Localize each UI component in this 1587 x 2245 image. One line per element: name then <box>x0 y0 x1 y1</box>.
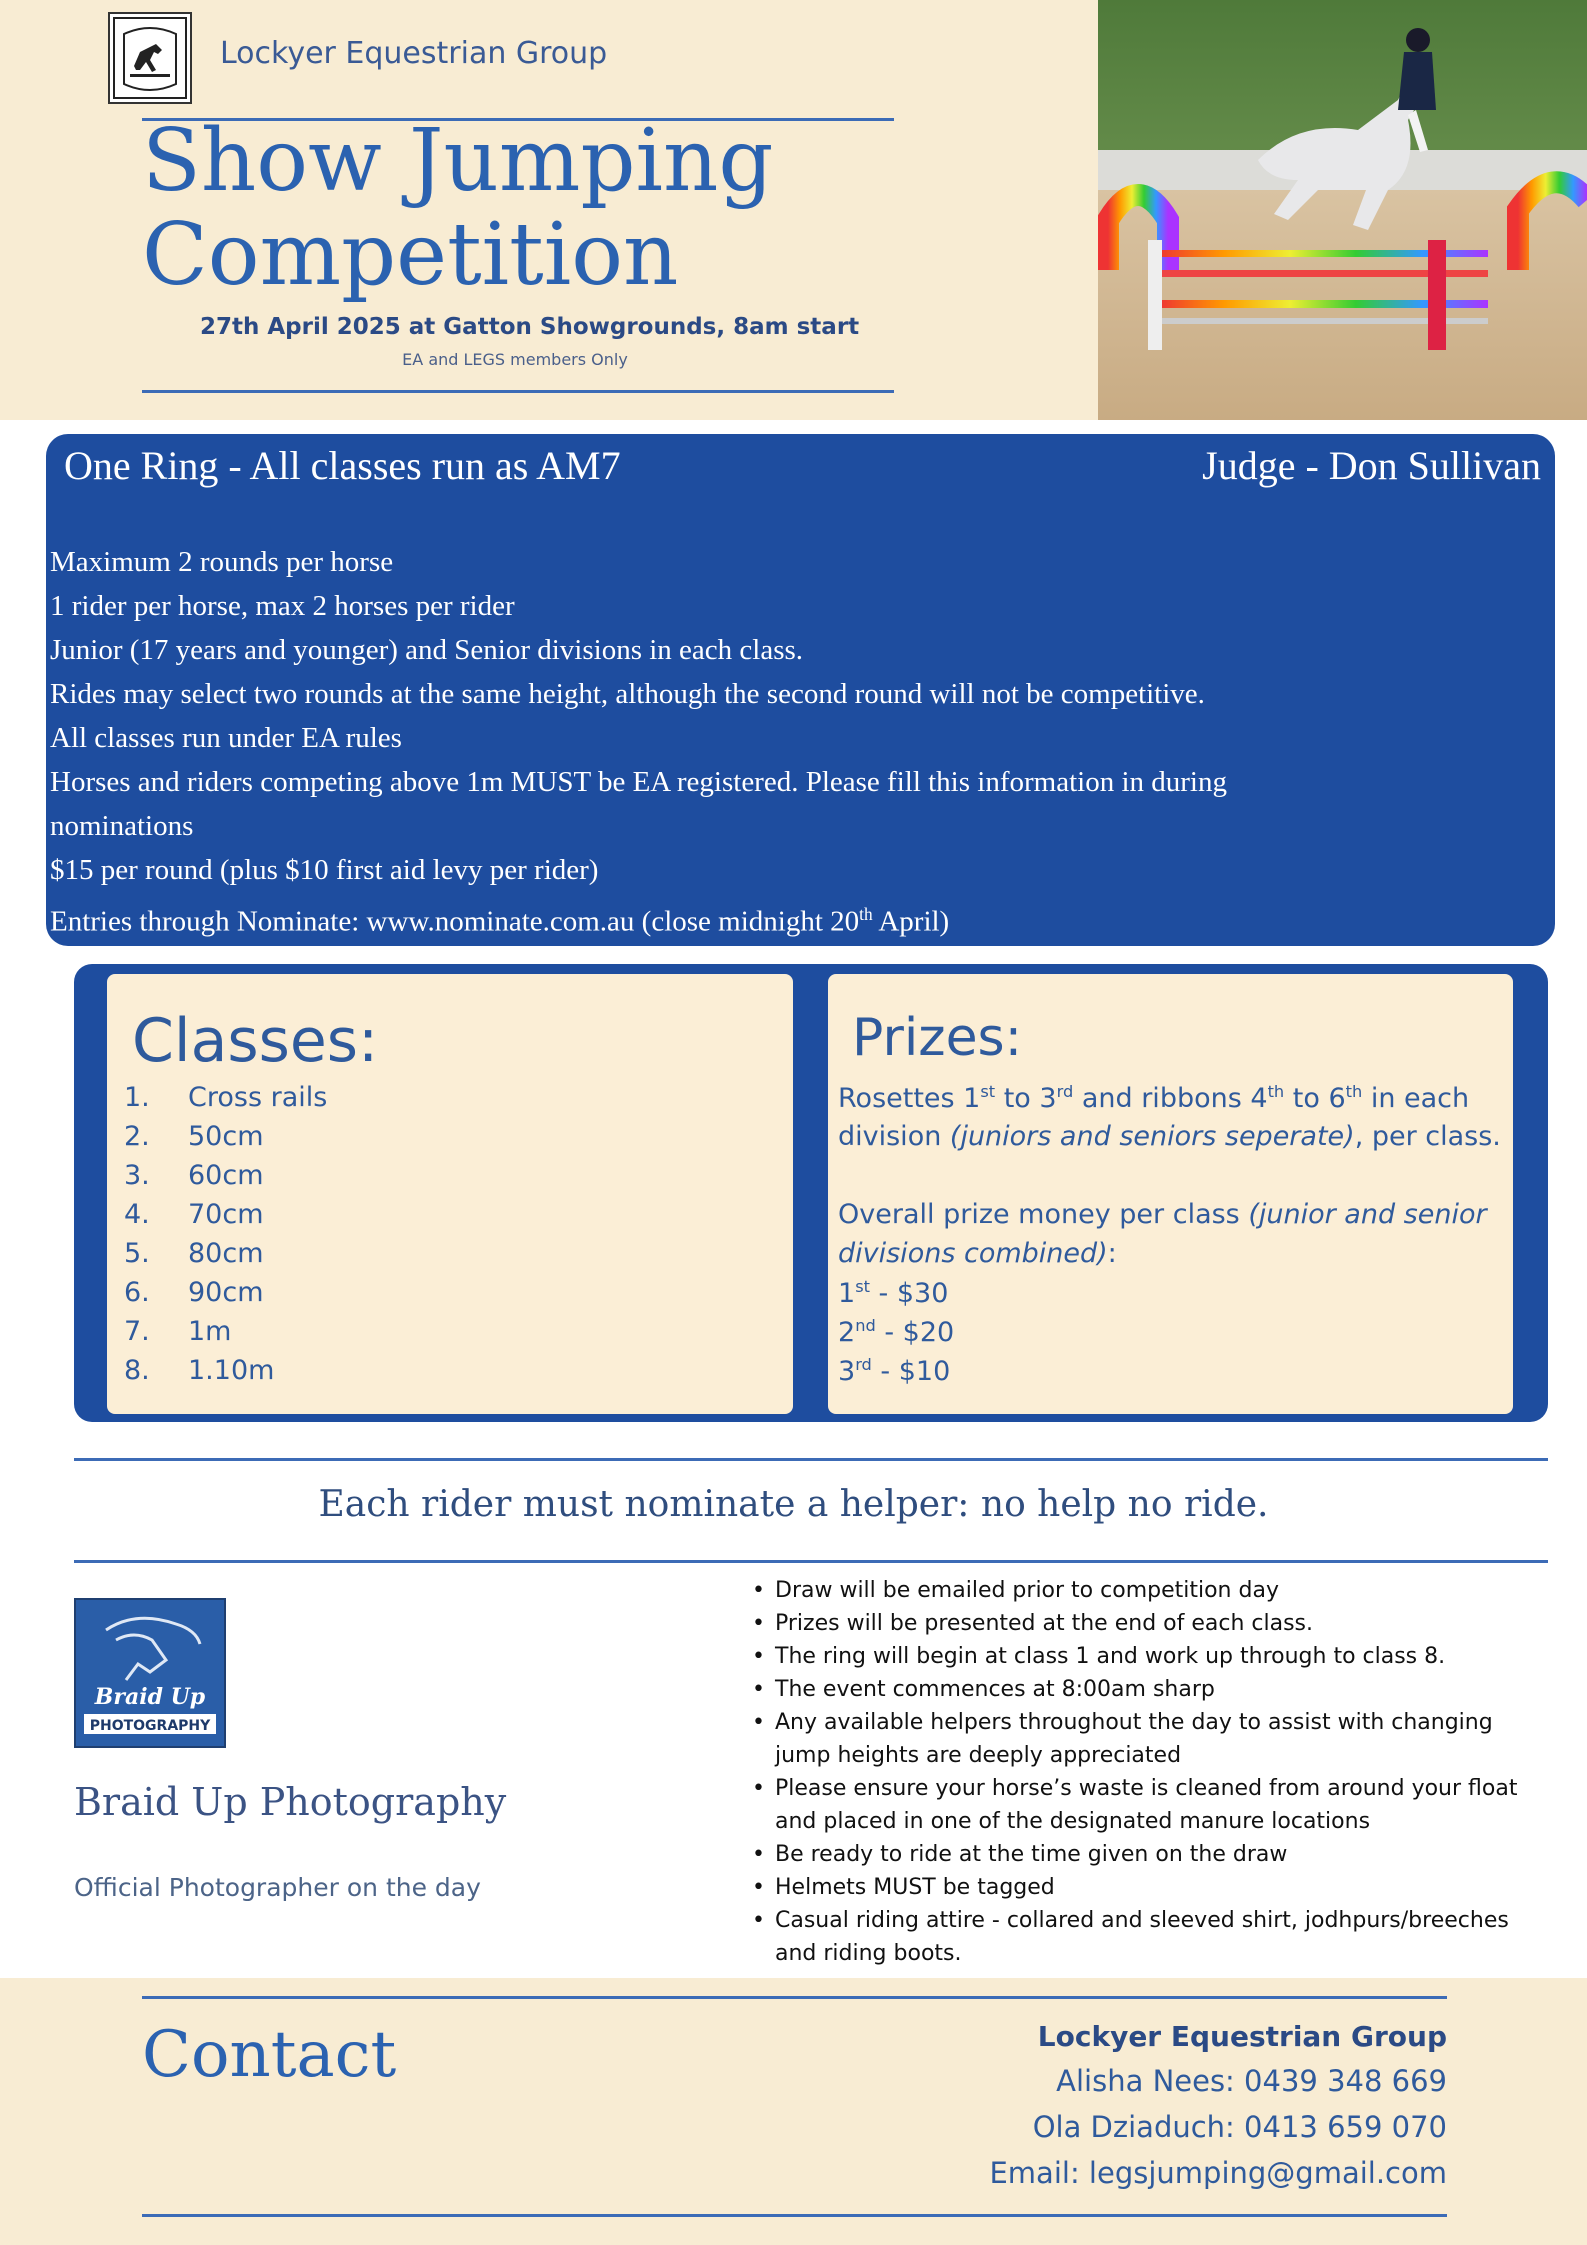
info-line: All classes run under EA rules <box>50 722 402 754</box>
photographer-subtitle: Official Photographer on the day <box>74 1873 481 1902</box>
note-item: The ring will begin at class 1 and work up through to class 8. <box>775 1644 1446 1669</box>
entries-sup: th <box>859 904 873 924</box>
prize-italic: (junior and senior <box>1248 1199 1487 1230</box>
members-note: EA and LEGS members Only <box>402 350 628 369</box>
show-jumping-photo <box>1098 0 1587 420</box>
prize-sup: st <box>855 1277 870 1296</box>
bullet-icon: • <box>752 1677 765 1702</box>
divider-top <box>74 1458 1548 1461</box>
note-item: Helmets MUST be tagged <box>775 1875 1055 1900</box>
prize-text: to 3 <box>995 1083 1057 1114</box>
class-number: 6. <box>124 1277 150 1308</box>
entries-line <box>50 892 949 944</box>
prizes-title: Prizes: <box>852 1008 1023 1068</box>
braid-logo-subtext: PHOTOGRAPHY <box>89 1718 211 1734</box>
note-item: Casual riding attire - collared and sleeved shirt, jodhpurs/breeches <box>775 1908 1509 1933</box>
note-item: Draw will be emailed prior to competition day <box>775 1578 1279 1603</box>
bullet-icon: • <box>752 1842 765 1867</box>
note-item: Prizes will be presented at the end of each class. <box>775 1611 1314 1636</box>
bullet-icon: • <box>752 1776 765 1801</box>
header-rule-bottom <box>142 390 894 393</box>
page-title-line2: Competition <box>142 205 679 305</box>
info-line: $15 per round (plus $10 first aid levy per rider) <box>50 854 599 886</box>
bullet-icon: • <box>752 1578 765 1603</box>
class-number: 3. <box>124 1160 150 1191</box>
note-item-cont: jump heights are deeply appreciated <box>775 1743 1182 1768</box>
class-label: 70cm <box>188 1199 264 1230</box>
prize-text: division <box>838 1121 950 1152</box>
class-number: 4. <box>124 1199 150 1230</box>
contact-rule-top <box>142 1996 1447 1999</box>
class-label: 50cm <box>188 1121 264 1152</box>
note-item: Any available helpers throughout the day to assist with changing <box>775 1710 1493 1735</box>
info-line: Rides may select two rounds at the same height, although the second round will not be competitive. <box>50 678 1205 710</box>
prize-amount: - $10 <box>871 1356 951 1387</box>
prize-italic: (juniors and seniors seperate) <box>949 1121 1355 1152</box>
bullet-icon: • <box>752 1908 765 1933</box>
contact-person: Ola Dziaduch: 0413 659 070 <box>1032 2110 1447 2144</box>
prize-overall-line <box>838 1199 1487 1230</box>
note-item-cont: and placed in one of the designated manure locations <box>775 1809 1371 1834</box>
info-line: 1 rider per horse, max 2 horses per rider <box>50 590 515 622</box>
class-label: 1.10m <box>188 1355 275 1386</box>
prize-sup: th <box>1345 1082 1363 1101</box>
prize-text: , per class. <box>1354 1121 1501 1152</box>
prize-text: and ribbons 4 <box>1073 1083 1268 1114</box>
bullet-icon: • <box>752 1611 765 1636</box>
class-label: 90cm <box>188 1277 264 1308</box>
class-number: 7. <box>124 1316 150 1347</box>
braid-logo-text: Braid Up <box>94 1684 206 1710</box>
prize-sup: rd <box>855 1355 872 1374</box>
prize-money-line <box>838 1355 950 1387</box>
prize-text: Rosettes 1 <box>838 1083 981 1114</box>
info-line: nominations <box>50 810 194 842</box>
divider-bottom <box>74 1560 1548 1563</box>
note-item-cont: and riding boots. <box>775 1941 962 1966</box>
contact-person: Alisha Nees: 0439 348 669 <box>1056 2064 1447 2098</box>
photographer-name: Braid Up Photography <box>74 1780 507 1824</box>
prize-division-line <box>838 1121 1501 1152</box>
prize-pos: 3 <box>838 1356 856 1387</box>
note-item: Please ensure your horse’s waste is cleaned from around your float <box>775 1776 1518 1801</box>
prize-pos: 2 <box>838 1317 856 1348</box>
class-number: 1. <box>124 1082 150 1113</box>
ring-info-title: One Ring - All classes run as AM7 <box>64 443 621 488</box>
class-number: 5. <box>124 1238 150 1269</box>
prize-italic: divisions combined) <box>838 1238 1108 1269</box>
class-label: 60cm <box>188 1160 264 1191</box>
braid-up-logo <box>74 1598 226 1748</box>
class-label: 80cm <box>188 1238 264 1269</box>
prize-overall-line2 <box>838 1238 1117 1269</box>
helper-notice: Each rider must nominate a helper: no help no ride. <box>318 1484 1269 1525</box>
contact-title: Contact <box>142 2018 397 2092</box>
bullet-icon: • <box>752 1644 765 1669</box>
contact-org: Lockyer Equestrian Group <box>1037 2020 1447 2053</box>
prize-amount: - $30 <box>869 1278 949 1309</box>
note-item: Be ready to ride at the time given on the draw <box>775 1842 1288 1867</box>
contact-rule-bottom <box>142 2214 1447 2217</box>
prize-text: Overall prize money per class <box>838 1199 1249 1230</box>
class-number: 8. <box>124 1355 150 1386</box>
prize-amount: - $20 <box>875 1317 955 1348</box>
judge-title: Judge - Don Sullivan <box>1202 443 1541 488</box>
prize-sup: st <box>980 1082 996 1101</box>
club-logo <box>108 12 192 104</box>
prize-text: to 6 <box>1284 1083 1346 1114</box>
prize-sup: nd <box>855 1316 876 1335</box>
page-title-line1: Show Jumping <box>142 111 774 211</box>
org-name: Lockyer Equestrian Group <box>220 36 608 71</box>
info-line: Maximum 2 rounds per horse <box>50 546 394 578</box>
prize-pos: 1 <box>838 1278 856 1309</box>
prize-text: : <box>1107 1238 1117 1269</box>
class-label: Cross rails <box>188 1082 328 1113</box>
prize-sup: th <box>1267 1082 1285 1101</box>
prize-money-line <box>838 1316 954 1348</box>
entries-text: Entries through Nominate: www.nominate.com.au (close midnight 20 <box>50 905 860 938</box>
bullet-icon: • <box>752 1875 765 1900</box>
info-line: Horses and riders competing above 1m MUST be EA registered. Please fill this information in during <box>50 766 1227 798</box>
entries-text-end: April) <box>872 905 950 938</box>
prize-money-line <box>838 1277 948 1309</box>
prize-text: in each <box>1362 1083 1470 1114</box>
class-number: 2. <box>124 1121 150 1152</box>
contact-email[interactable]: Email: legsjumping@gmail.com <box>989 2156 1447 2190</box>
classes-title: Classes: <box>132 1006 379 1076</box>
info-line: Junior (17 years and younger) and Senior divisions in each class. <box>50 634 804 666</box>
bullet-icon: • <box>752 1710 765 1735</box>
prize-sup: rd <box>1056 1082 1074 1101</box>
class-label: 1m <box>188 1316 232 1347</box>
event-date-line: 27th April 2025 at Gatton Showgrounds, 8am start <box>200 314 860 340</box>
prize-rosettes-line <box>838 1082 1469 1114</box>
note-item: The event commences at 8:00am sharp <box>775 1677 1215 1702</box>
